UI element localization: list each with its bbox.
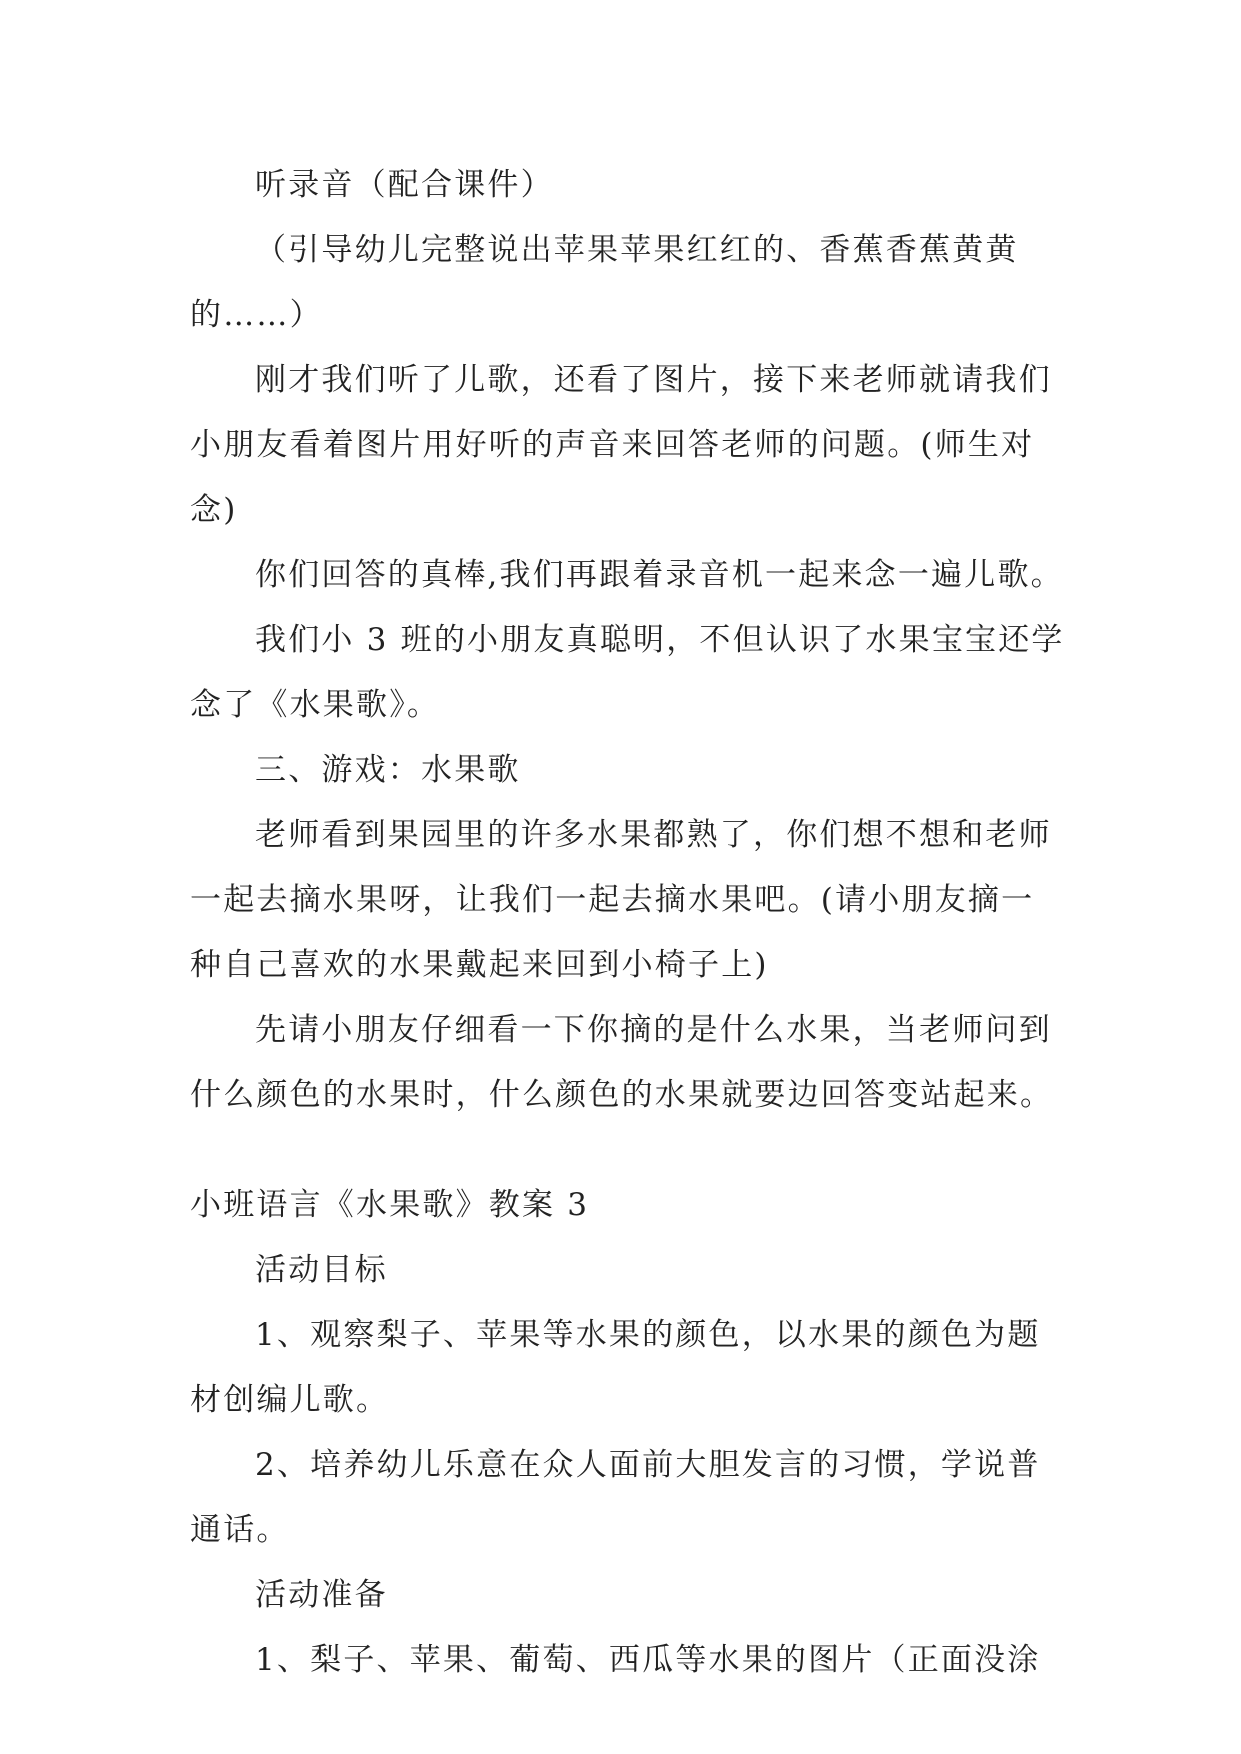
text-line-look-carefully-cont: 什么颜色的水果时，什么颜色的水果就要边回答变站起来。: [190, 1077, 1054, 1113]
text-line-just-now-end: 念): [190, 492, 238, 528]
section-heading-game: 三、游戏：水果歌: [255, 752, 521, 788]
text-line-orchard-end: 种自己喜欢的水果戴起来回到小椅子上): [190, 947, 769, 983]
lesson-plan-title: 小班语言《水果歌》教案 3: [190, 1187, 590, 1223]
text-line-goal-one-cont: 材创编儿歌。: [190, 1382, 390, 1418]
text-line-orchard: 老师看到果园里的许多水果都熟了，你们想不想和老师: [255, 817, 1052, 853]
text-line-goal-two-cont: 通话。: [190, 1512, 290, 1548]
section-heading-goals: 活动目标: [255, 1252, 388, 1288]
text-line-great-answer: 你们回答的真棒,我们再跟着录音机一起来念一遍儿歌。: [255, 557, 1064, 593]
text-line-listen-recording: 听录音（配合课件）: [255, 167, 554, 203]
text-line-just-now: 刚才我们听了儿歌，还看了图片，接下来老师就请我们: [255, 362, 1052, 398]
section-heading-preparation: 活动准备: [255, 1577, 388, 1613]
text-line-guide-children-cont: 的……）: [190, 297, 323, 333]
text-line-guide-children: （引导幼儿完整说出苹果苹果红红的、香蕉香蕉黄黄: [255, 232, 1019, 268]
text-line-look-carefully: 先请小朋友仔细看一下你摘的是什么水果，当老师问到: [255, 1012, 1052, 1048]
text-line-goal-one: 1、观察梨子、苹果等水果的颜色，以水果的颜色为题: [255, 1317, 1041, 1353]
text-line-class-three: 我们小 3 班的小朋友真聪明，不但认识了水果宝宝还学: [255, 622, 1065, 658]
text-line-just-now-cont: 小朋友看着图片用好听的声音来回答老师的问题。(师生对: [190, 427, 1035, 463]
text-line-orchard-cont: 一起去摘水果呀，让我们一起去摘水果吧。(请小朋友摘一: [190, 882, 1035, 918]
text-line-class-three-cont: 念了《水果歌》。: [190, 687, 441, 723]
text-line-goal-two: 2、培养幼儿乐意在众人面前大胆发言的习惯，学说普: [255, 1447, 1041, 1483]
text-line-prep-one: 1、梨子、苹果、葡萄、西瓜等水果的图片（正面没涂: [255, 1642, 1041, 1678]
